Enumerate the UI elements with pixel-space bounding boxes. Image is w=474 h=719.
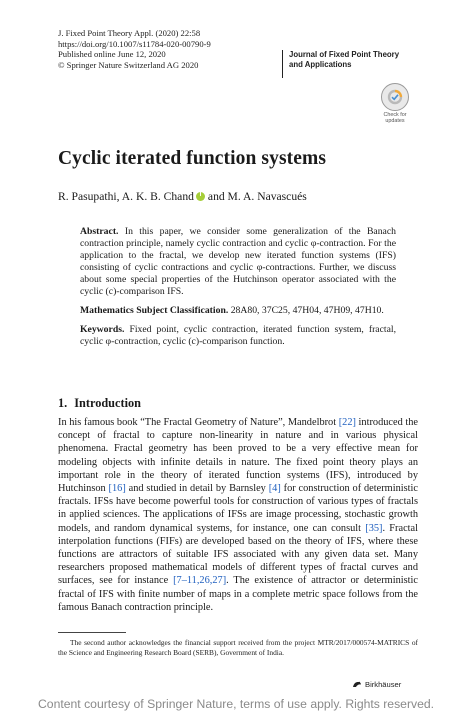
intro-text-5: . Fractal interpolation functions (FIFs) are developed based on the theory of IFS, where these functions are attractors of suitable IFS associated with any given data set. Many researchers proposed mathematical models of different types of fractal curves and surfaces, see for instance (58, 522, 418, 587)
journal-name-line-2: and Applications (289, 60, 352, 69)
published-date: Published online June 12, 2020 (58, 49, 166, 60)
publisher-logo (352, 680, 401, 689)
footnote-text: The second author acknowledges the financial support received from the project MTR/2017/000574-MATRICS of the Science and Engineering Research Board (SERB), Government of India. (58, 638, 418, 657)
section-heading (58, 396, 141, 411)
authors (58, 190, 307, 203)
citation-link[interactable]: [4] (268, 483, 281, 495)
check-updates-label (377, 112, 413, 124)
citation-link[interactable]: [16] (108, 483, 126, 495)
msc-label: Mathematics Subject Classification. (80, 305, 229, 316)
orcid-icon[interactable] (196, 192, 205, 201)
citation-link[interactable]: [7–11,26,27] (173, 575, 227, 587)
keywords-text: Fixed point, cyclic contraction, iterated function system, fractal, cyclic φ-contraction, cyclic (c)-comparison function. (80, 324, 396, 347)
citation-link[interactable]: [22] (338, 417, 356, 428)
abstract-block (80, 226, 396, 348)
intro-paragraph (58, 416, 418, 614)
intro-text-2: introduced the concept of fractal to capture non-linearity in nature and in various physical phenomena. Fractal geometry has been proved to be a very effective mean for modeling objects with infinite details in nature. The fixed point theory plays an important role in the theory of iterated function systems (IFS), introduced by Hutchinson (58, 417, 418, 495)
courtesy-notice: Content courtesy of Springer Nature, terms of use apply. Rights reserved. (38, 697, 435, 711)
keywords-paragraph (80, 324, 396, 348)
section-title: Introduction (74, 396, 141, 410)
birkhauser-icon (352, 680, 362, 689)
footnote (58, 638, 418, 657)
check-updates-line-2: updates (385, 118, 405, 124)
copyright-line: © Springer Nature Switzerland AG 2020 (58, 59, 199, 70)
footnote-divider (58, 632, 126, 633)
citation-link[interactable]: [35] (365, 522, 383, 534)
abstract-text: In this paper, we consider some generalization of the Banach contraction principle, namely cyclic contraction and cyclic φ-contraction. For the application to the fractal, we develop new iterated function systems (IFS) consisting of cyclic contractions and cyclic φ-contractions. Further, we discuss about some special properties of the Hutchinson operator associated with the cyclic (c)-comparison IFS. (80, 226, 397, 297)
section-number: 1. (58, 396, 68, 410)
article-metadata (58, 28, 211, 70)
intro-text-3: and studied in detail by Barnsley (125, 483, 269, 495)
check-updates-line-1: Check for (383, 112, 407, 118)
citation-line: J. Fixed Point Theory Appl. (2020) 22:58 (58, 28, 201, 38)
intro-text-1: In his famous book “The Fractal Geometry of Nature”, Mandelbrot (58, 417, 339, 428)
authors-first: R. Pasupathi, A. K. B. Chand (58, 190, 194, 203)
check-updates-icon (381, 83, 409, 111)
doi-link[interactable]: https://doi.org/10.1007/s11784-020-00790-9 (58, 38, 211, 49)
intro-text-6: . The existence of attractor or deterministic fractal of IFS with finite number of maps in a complete metric space follows from the famous Banach contraction principle. (58, 575, 418, 613)
paper-title: Cyclic iterated function systems (58, 148, 327, 169)
msc-paragraph (80, 305, 396, 317)
msc-text: 28A80, 37C25, 47H04, 47H09, 47H10. (230, 305, 384, 316)
intro-text-4: for construction of deterministic fractals. IFSs have become powerful tools for construction of various types of fractals in applied sciences. The applications of IFSs are image processing, stochastic growth models, and random dynamical systems, for instance, one can consult (58, 483, 418, 534)
abstract-label: Abstract. (80, 226, 119, 237)
publisher-name: Birkhäuser (365, 680, 402, 689)
authors-last: and M. A. Navascués (207, 190, 307, 203)
check-for-updates-button[interactable] (377, 83, 413, 123)
journal-name (282, 50, 427, 78)
abstract-paragraph (80, 226, 396, 298)
introduction-text (58, 416, 418, 614)
keywords-label: Keywords. (80, 324, 125, 335)
journal-name-line-1: Journal of Fixed Point Theory (289, 50, 400, 59)
